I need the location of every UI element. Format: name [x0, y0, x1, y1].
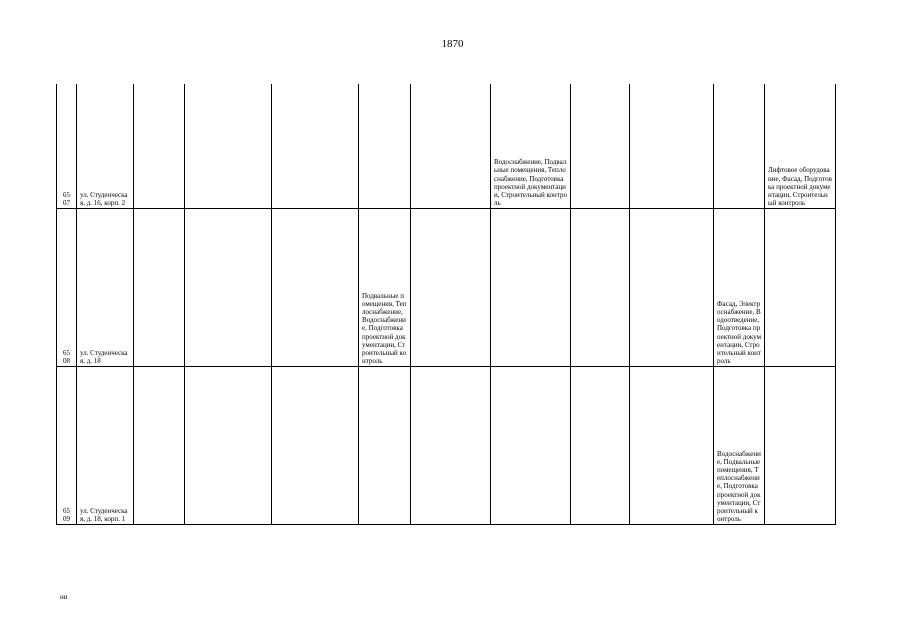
footer-mark: ни	[60, 593, 68, 601]
cell-empty	[134, 208, 185, 366]
cell-empty	[272, 84, 359, 208]
address-works-table	[56, 84, 836, 525]
cell-works-c: Фасад, Электроснабжение, Водоотведение, Подготовка проектной документации, Строительный контроль	[714, 208, 765, 366]
cell-empty	[185, 208, 272, 366]
cell-empty	[134, 84, 185, 208]
cell-empty	[630, 366, 714, 524]
cell-empty	[571, 208, 630, 366]
cell-works-b	[491, 208, 571, 366]
cell-works-a	[359, 366, 411, 524]
table-row	[57, 366, 836, 524]
cell-works-c: Водоснабжение, Подвальные помещения, Теплоснабжение, Подготовка проектной документации, Строительный контроль	[714, 366, 765, 524]
cell-empty	[411, 208, 491, 366]
table-row	[57, 208, 836, 366]
cell-empty	[185, 84, 272, 208]
row-address: ул. Студенческая, д. 18	[77, 208, 134, 366]
cell-works-d	[765, 208, 836, 366]
page-number: 1870	[441, 38, 464, 50]
cell-works-a: Подвальные помещения, Теплоснабжение, Водоснабжение, Подготовка проектной документации, Строительный контроль	[359, 208, 411, 366]
cell-empty	[272, 208, 359, 366]
row-address: ул. Студенческая, д. 18, корп. 1	[77, 366, 134, 524]
cell-empty	[411, 84, 491, 208]
cell-empty	[272, 366, 359, 524]
cell-empty	[134, 366, 185, 524]
cell-works-a	[359, 84, 411, 208]
cell-works-c	[714, 84, 765, 208]
cell-works-b	[491, 366, 571, 524]
cell-empty	[630, 84, 714, 208]
table-row	[57, 84, 836, 208]
cell-empty	[185, 366, 272, 524]
row-number: 65 07	[57, 84, 77, 208]
cell-works-b: Водоснабжение, Подвальные помещения, Теплоснабжение, Подготовка проектной документации, Строительный контроль	[491, 84, 571, 208]
cell-empty	[411, 366, 491, 524]
row-address: ул. Студенческая, д. 16, корп. 2	[77, 84, 134, 208]
row-number: 65 09	[57, 366, 77, 524]
cell-empty	[571, 84, 630, 208]
cell-works-d	[765, 366, 836, 524]
cell-empty	[630, 208, 714, 366]
cell-empty	[571, 366, 630, 524]
row-number: 65 08	[57, 208, 77, 366]
cell-works-d: Лифтовое оборудование, Фасад, Подготовка проектной документации, Строительный контроль	[765, 84, 836, 208]
